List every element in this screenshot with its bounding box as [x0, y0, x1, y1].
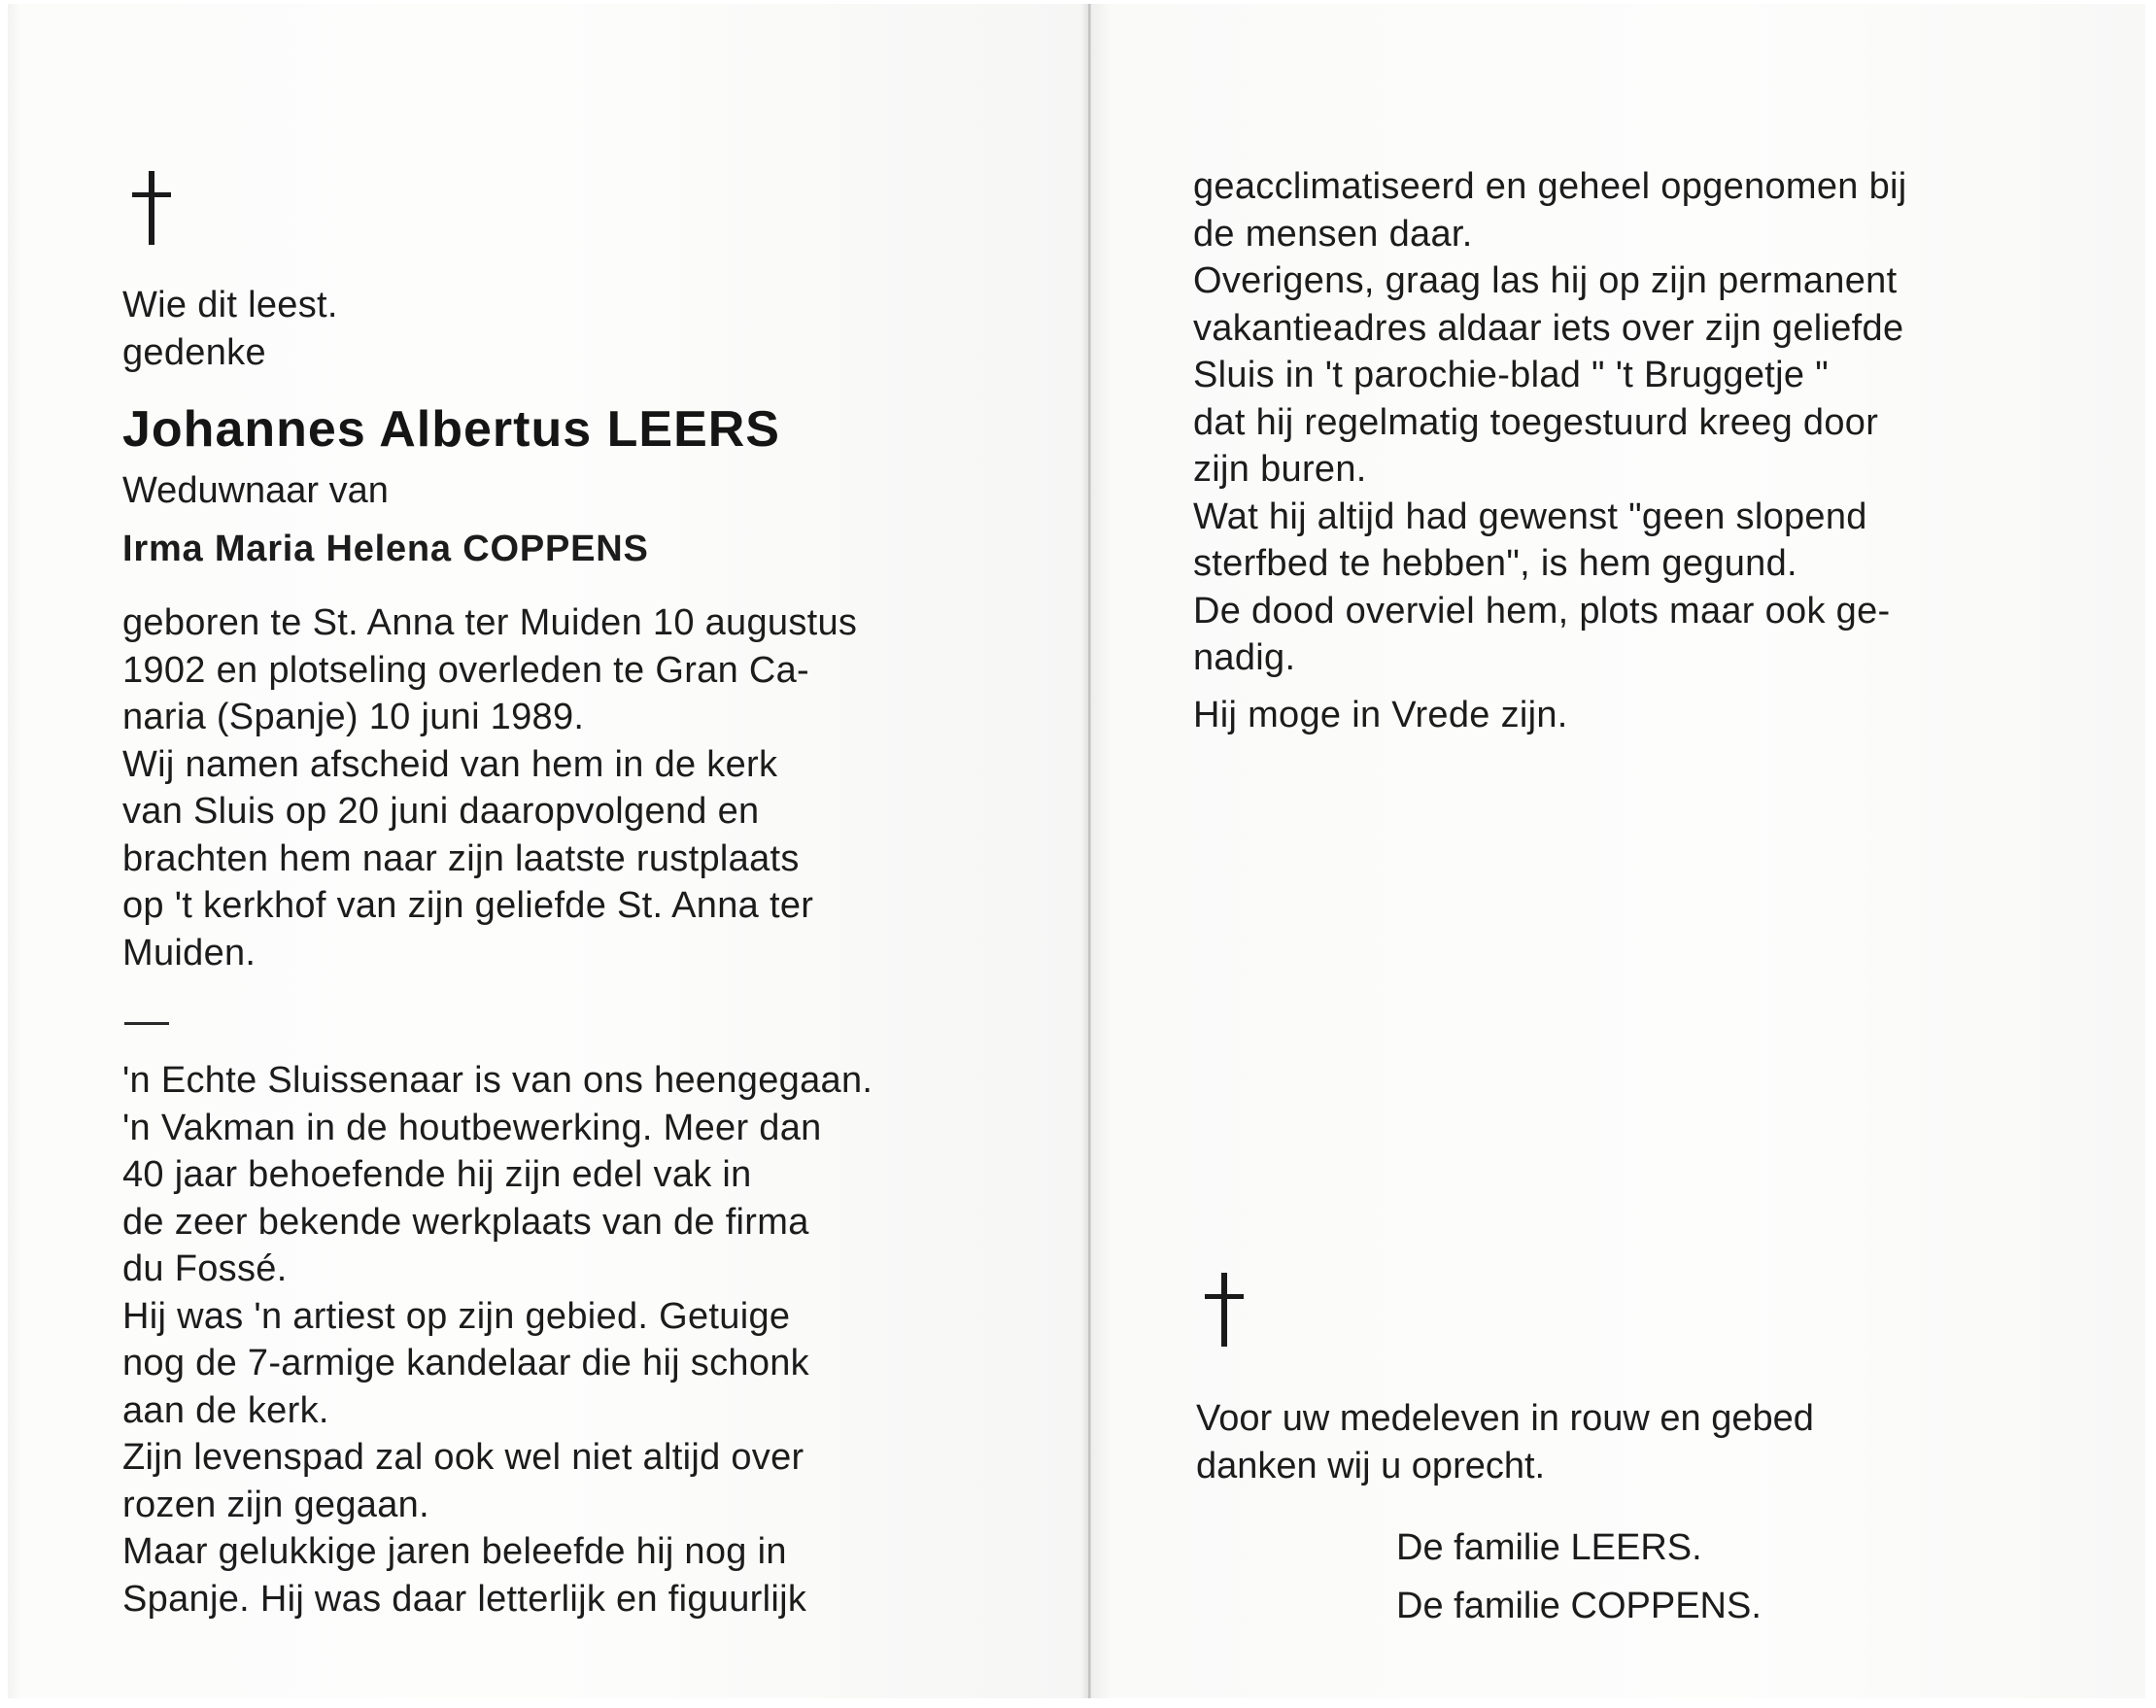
- continuation-line: Sluis in 't parochie-blad " 't Bruggetje ": [1193, 355, 1829, 395]
- continuation-line: Overigens, graag las hij op zijn permanent: [1193, 260, 1898, 301]
- continuation-line: geacclimatiseerd en geheel opgenomen bij: [1193, 166, 1907, 207]
- family-signature-leers: De familie LEERS.: [1396, 1527, 1702, 1568]
- intro: [122, 282, 960, 376]
- closing-wish: Hij moge in Vrede zijn.: [1193, 695, 1568, 735]
- tribute-line: 40 jaar behoefende hij zijn edel vak in: [122, 1154, 752, 1195]
- deceased-name: Johannes Albertus LEERS: [122, 401, 780, 458]
- tribute-line: du Fossé.: [122, 1248, 288, 1289]
- continuation-line: zijn buren.: [1193, 449, 1367, 490]
- tribute-line: de zeer bekende werkplaats van de firma: [122, 1201, 809, 1243]
- thanks-line-2: danken wij u oprecht.: [1196, 1445, 1546, 1486]
- continuation: [1193, 163, 2031, 682]
- continuation-line: de mensen daar.: [1193, 213, 1473, 255]
- biography-line: 1902 en plotseling overleden te Gran Ca-: [122, 649, 810, 691]
- widower-label: Weduwnaar van: [122, 470, 389, 511]
- spouse-name: Irma Maria Helena COPPENS: [122, 529, 649, 569]
- tribute: [122, 1057, 960, 1623]
- biography-line: Wij namen afscheid van hem in de kerk: [122, 743, 778, 785]
- continuation-line: Wat hij altijd had gewenst "geen slopend: [1193, 495, 1867, 537]
- section-divider: [124, 1022, 169, 1025]
- cross-icon: [1205, 1273, 1244, 1347]
- biography: [122, 599, 960, 976]
- tribute-line: 'n Echte Sluissenaar is van ons heengegaan.: [122, 1060, 873, 1101]
- continuation-line: sterfbed te hebben", is hem gegund.: [1193, 543, 1797, 584]
- thanks-block: [1196, 1395, 1973, 1489]
- biography-line: geboren te St. Anna ter Muiden 10 augustus: [122, 602, 858, 643]
- tribute-line: rozen zijn gegaan.: [122, 1484, 429, 1525]
- intro-line-2: gedenke: [122, 331, 266, 373]
- continuation-line: nadig.: [1193, 637, 1296, 678]
- card-fold: [1080, 4, 1090, 1698]
- tribute-line: 'n Vakman in de houtbewerking. Meer dan: [122, 1107, 822, 1148]
- thanks-line-1: Voor uw medeleven in rouw en gebed: [1196, 1398, 1814, 1439]
- cross-icon: [132, 171, 171, 245]
- tribute-line: Maar gelukkige jaren beleefde hij nog in: [122, 1531, 787, 1572]
- intro-line-1: Wie dit leest.: [122, 285, 338, 325]
- tribute-line: aan de kerk.: [122, 1389, 329, 1431]
- biography-line: naria (Spanje) 10 juni 1989.: [122, 697, 585, 737]
- tribute-line: Spanje. Hij was daar letterlijk en figuurlijk: [122, 1578, 807, 1620]
- biography-line: Muiden.: [122, 932, 257, 974]
- tribute-line: Hij was 'n artiest op zijn gebied. Getuige: [122, 1295, 791, 1337]
- family-signature-coppens: De familie COPPENS.: [1396, 1586, 1762, 1626]
- tribute-line: nog de 7-armige kandelaar die hij schonk: [122, 1343, 809, 1383]
- continuation-line: vakantieadres aldaar iets over zijn geliefde: [1193, 307, 1904, 349]
- continuation-line: dat hij regelmatig toegestuurd kreeg door: [1193, 401, 1879, 443]
- biography-line: brachten hem naar zijn laatste rustplaats: [122, 837, 800, 879]
- biography-line: van Sluis op 20 juni daaropvolgend en: [122, 791, 760, 832]
- biography-line: op 't kerkhof van zijn geliefde St. Anna ter: [122, 885, 814, 926]
- tribute-line: Zijn levenspad zal ook wel niet altijd over: [122, 1437, 804, 1478]
- continuation-line: De dood overviel hem, plots maar ook ge-: [1193, 590, 1891, 632]
